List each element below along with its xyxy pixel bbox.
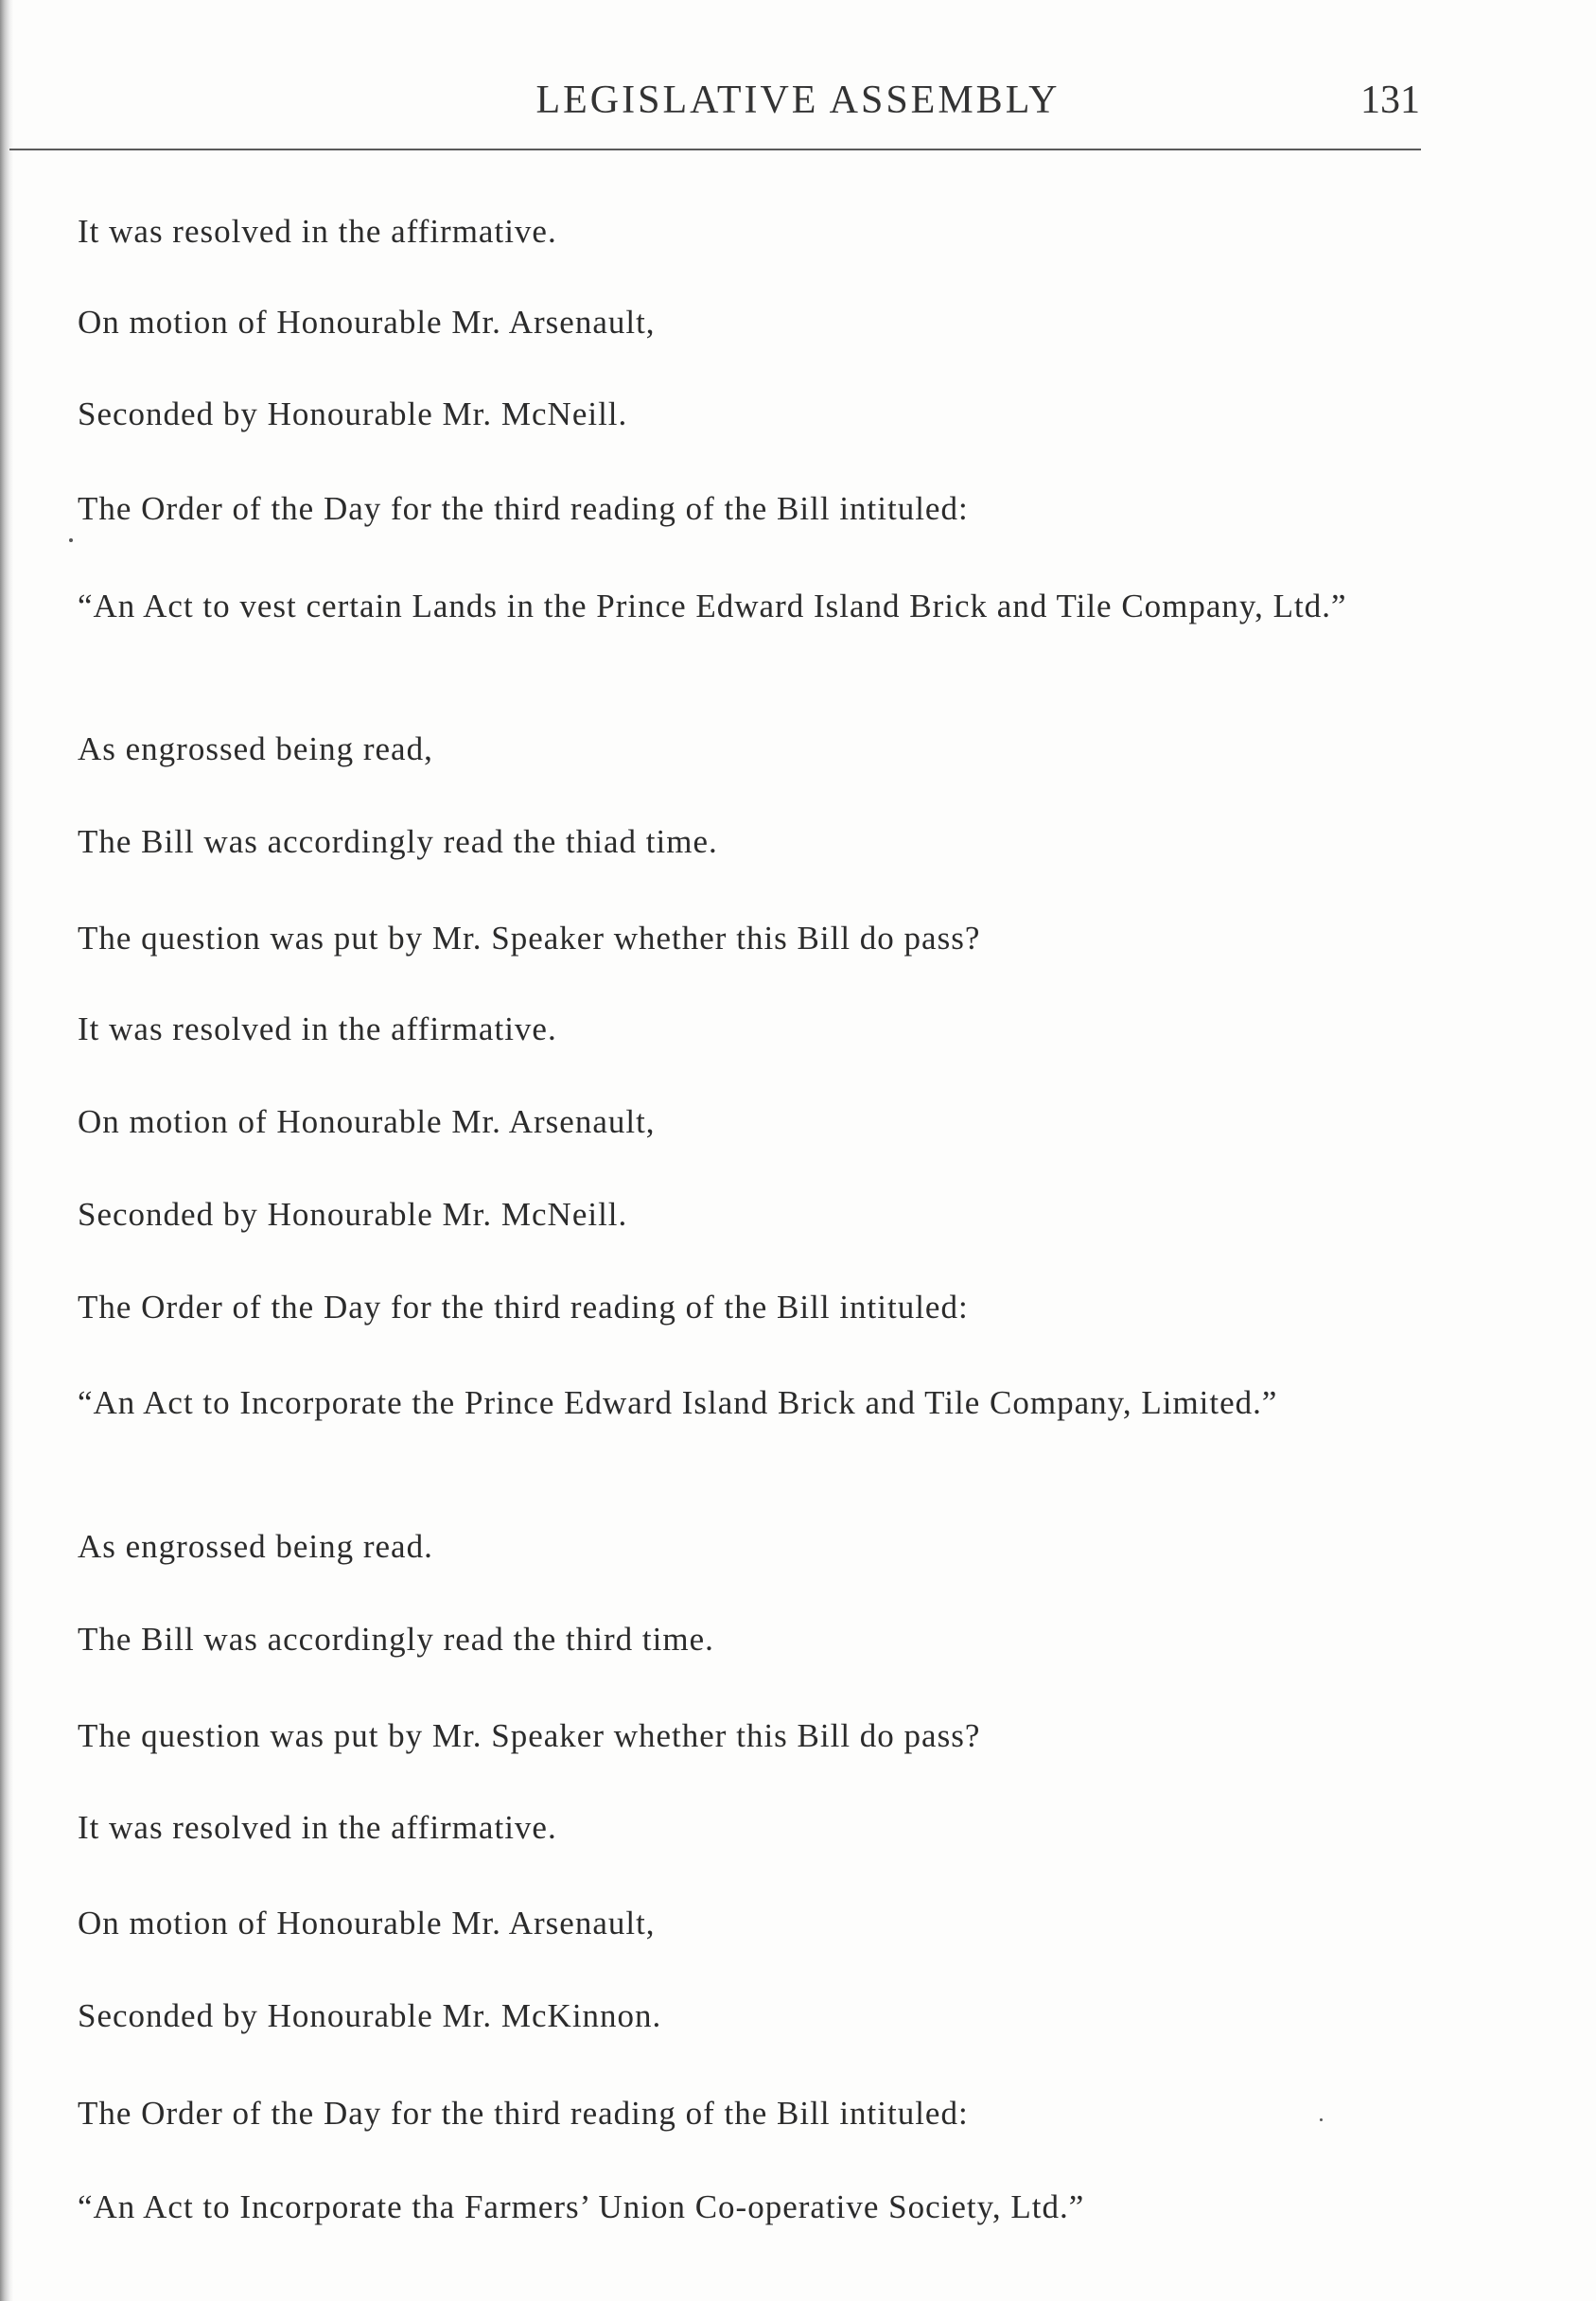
paragraph: Seconded by Honourable Mr. McNeill.: [78, 1196, 628, 1233]
paragraph: On motion of Honourable Mr. Arsenault,: [78, 304, 656, 341]
paragraph: The question was put by Mr. Speaker whether this Bill do pass?: [78, 1717, 981, 1754]
header-rule: [9, 149, 1421, 150]
paragraph: The question was put by Mr. Speaker whether this Bill do pass?: [78, 920, 981, 957]
scan-binding-shadow: [0, 0, 13, 2301]
paragraph: It was resolved in the affirmative.: [78, 213, 557, 250]
running-header: [0, 78, 1596, 134]
bill-title-quote: “An Act to Incorporate tha Farmers’ Union Co-operative Society, Ltd.”: [78, 2188, 1085, 2225]
ink-speck: [69, 538, 73, 542]
paragraph: It was resolved in the affirmative.: [78, 1809, 557, 1846]
paragraph: The Order of the Day for the third reading of the Bill intituled:: [78, 1289, 969, 1326]
paragraph: The Bill was accordingly read the third time.: [78, 1621, 714, 1658]
paragraph: It was resolved in the affirmative.: [78, 1010, 557, 1047]
paragraph: On motion of Honourable Mr. Arsenault,: [78, 1905, 656, 1941]
paragraph: The Order of the Day for the third reading of the Bill intituled:: [78, 2095, 969, 2132]
bill-title-quote: “An Act to Incorporate the Prince Edward Island Brick and Tile Company, Limited.”: [78, 1384, 1278, 1421]
ink-speck: [1320, 2118, 1323, 2121]
page-number: 131: [1360, 79, 1420, 122]
paragraph: As engrossed being read,: [78, 730, 433, 767]
paragraph: The Bill was accordingly read the thiad time.: [78, 823, 718, 860]
paragraph: Seconded by Honourable Mr. McKinnon.: [78, 1997, 662, 2034]
paragraph: On motion of Honourable Mr. Arsenault,: [78, 1103, 656, 1140]
paragraph: Seconded by Honourable Mr. McNeill.: [78, 395, 628, 432]
running-title: LEGISLATIVE ASSEMBLY: [535, 79, 1061, 122]
paragraph: As engrossed being read.: [78, 1528, 433, 1565]
bill-title-quote: “An Act to vest certain Lands in the Prince Edward Island Brick and Tile Company, Ltd.”: [78, 588, 1347, 624]
paragraph: The Order of the Day for the third reading of the Bill intituled:: [78, 490, 969, 527]
